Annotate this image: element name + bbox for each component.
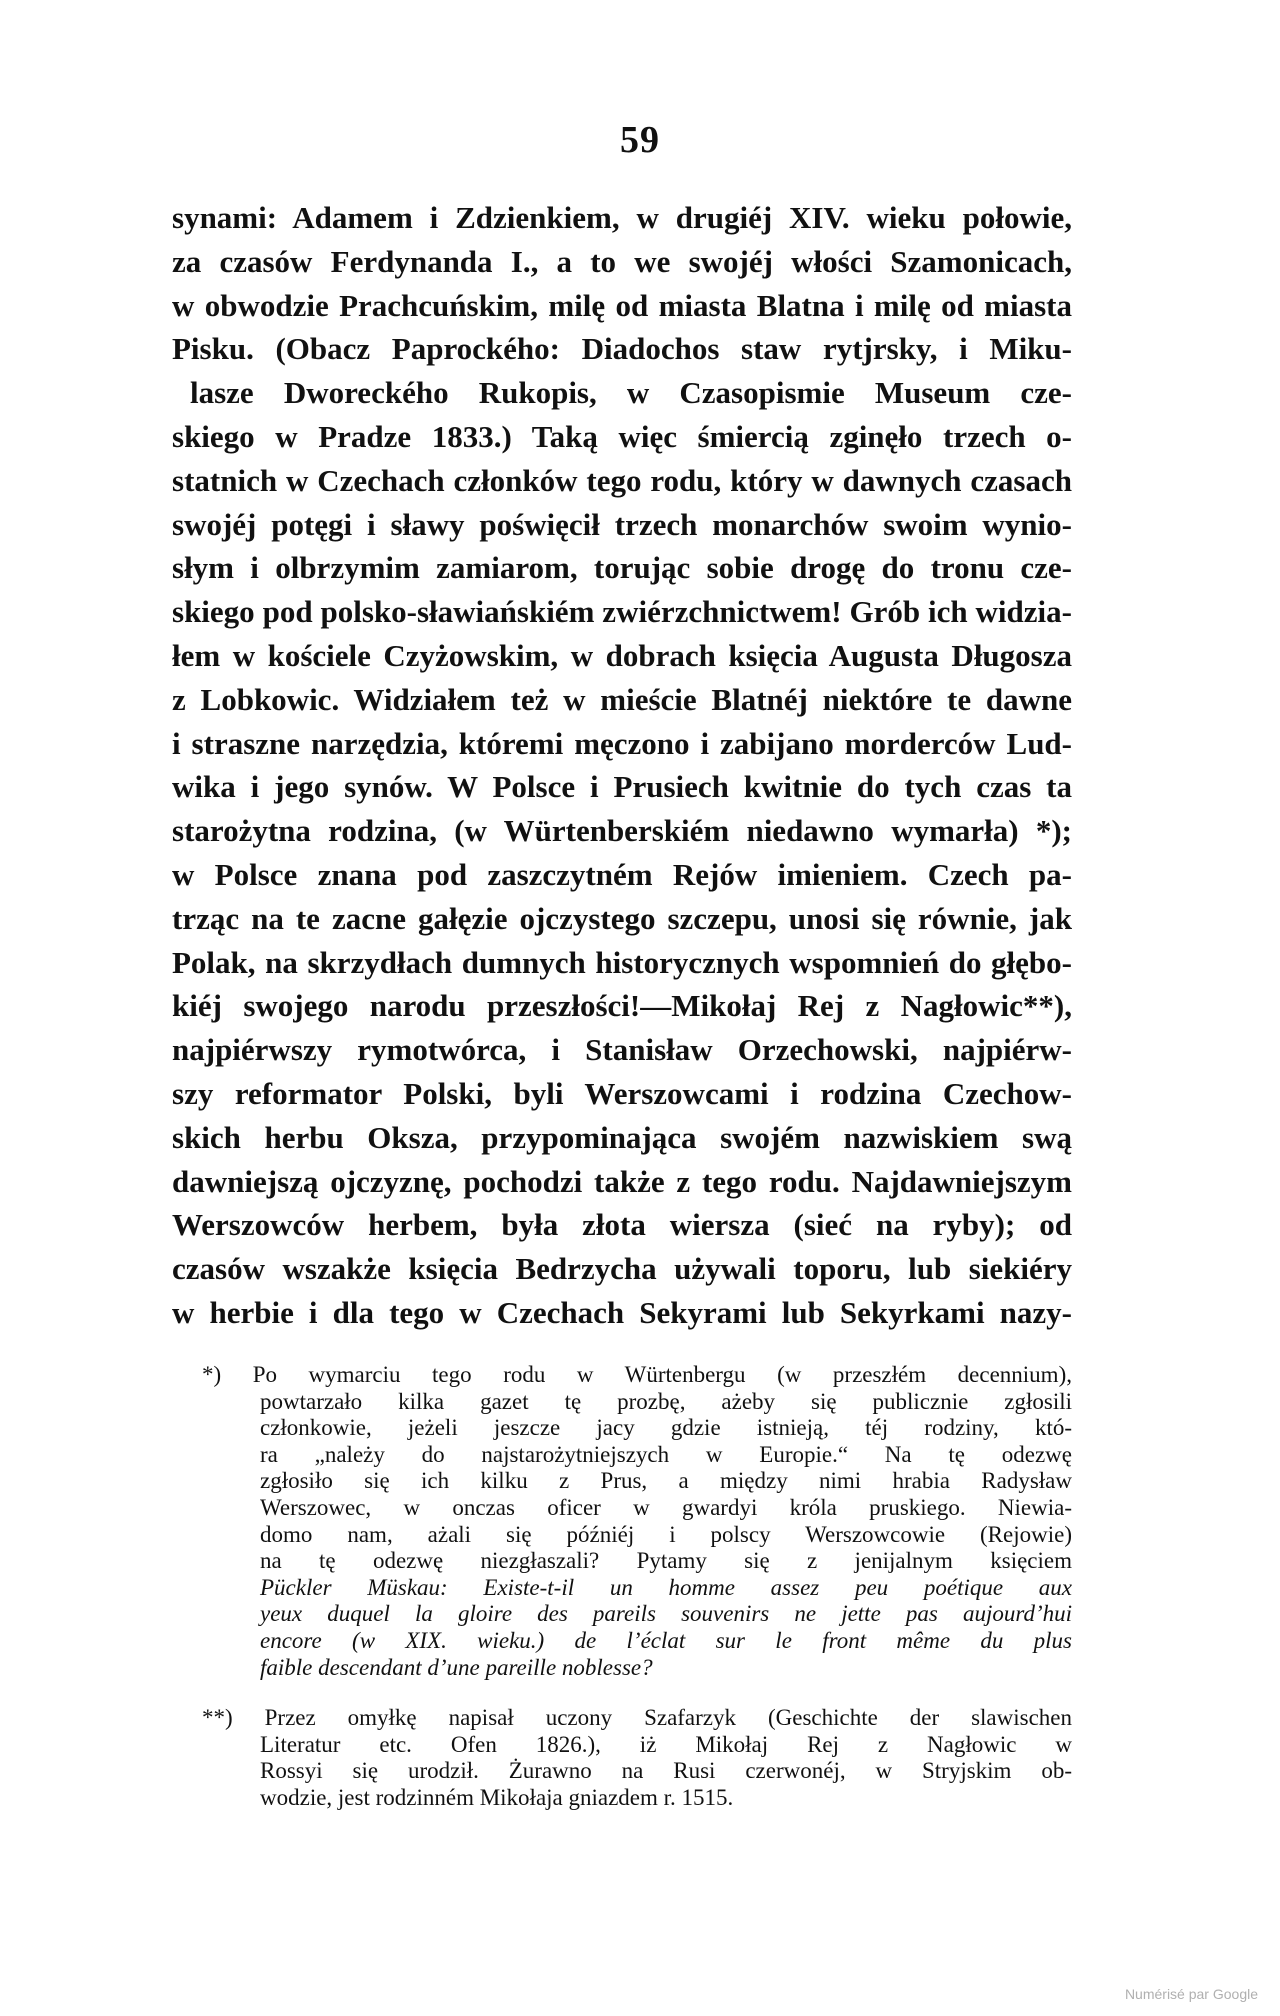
text-line: słym i olbrzymim zamiarom, torując sobie drogę do tronu cze- [172, 550, 1072, 586]
footnote-line: Literatur etc. Ofen 1826.), iż Mikołaj Rej z Nagłowic w [260, 1731, 1072, 1757]
footnote-line: na tę odezwę niezgłaszali? Pytamy się z jenijalnym księciem [260, 1548, 1072, 1574]
footnote-line: wodzie, jest rodzinném Mikołaja gniazdem r. 1515. [260, 1784, 734, 1810]
text-line: skiego pod polsko-sławiańskiém zwiérzchnictwem! Grób ich widzia- [172, 594, 1072, 630]
footnote-line: Werszowec, w onczas oficer w gwardyi króla pruskiego. Niewia- [260, 1494, 1072, 1520]
text-line: z Lobkowic. Widziałem też w mieście Blatnéj niektóre te dawne [172, 681, 1072, 717]
footnote-line: **) Przez omyłkę napisał uczony Szafarzyk (Geschichte der slawischen [202, 1705, 1072, 1731]
footnote-line: faible descendant d’une pareille noblesse? [260, 1654, 653, 1680]
text-line: Werszowców herbem, była złota wiersza (sieć na ryby); od [172, 1207, 1072, 1243]
text-line: Polak, na skrzydłach dumnych historycznych wspomnień do głębo- [172, 944, 1072, 980]
footnote-line: Pückler Müskau: Existe-t-il un homme assez peu poétique aux [260, 1574, 1072, 1600]
text-line: szy reformator Polski, byli Werszowcami i rodzina Czechow- [172, 1075, 1072, 1111]
text-line: w obwodzie Prachcuńskim, milę od miasta Blatna i milę od miasta [172, 287, 1072, 323]
text-line: w Polsce znana pod zaszczytném Rejów imieniem. Czech pa- [172, 856, 1072, 892]
footnote-line: yeux duquel la gloire des pareils souvenirs ne jette pas aujourd’hui [260, 1601, 1072, 1627]
text-line: synami: Adamem i Zdzienkiem, w drugiéj XIV. wieku połowie, [172, 200, 1072, 235]
footnote-line: zgłosiło się ich kilku z Prus, a między nimi hrabia Radysław [260, 1468, 1072, 1494]
footnote-line: encore (w XIX. wieku.) de l’éclat sur le front même du plus [260, 1627, 1072, 1653]
text-line: najpiérwszy rymotwórca, i Stanisław Orzechowski, najpiérw- [172, 1032, 1072, 1068]
text-line: za czasów Ferdynanda I., a to we swojéj włości Szamonicach, [172, 243, 1072, 279]
footnote-line: członkowie, jeżeli jeszcze jacy gdzie istnieją, téj rodziny, któ- [260, 1415, 1072, 1441]
google-watermark: Numérisé par Google [1124, 1986, 1258, 2002]
text-line: dawniejszą ojczyznę, pochodzi także z tego rodu. Najdawniejszym [172, 1163, 1072, 1199]
footnotes-block [182, 1362, 1072, 1812]
footnote-line: powtarzało kilka gazet tę prozbę, ażeby się publicznie zgłosili [260, 1388, 1072, 1414]
text-line: kiéj swojego narodu przeszłości!—Mikołaj Rej z Nagłowic**), [172, 988, 1072, 1024]
text-line: statnich w Czechach członków tego rodu, który w dawnych czasach [172, 462, 1072, 498]
text-line: Pisku. (Obacz Paprockého: Diadochos staw rytjrsky, i Miku- [172, 331, 1072, 367]
text-line: wika i jego synów. W Polsce i Prusiech kwitnie do tych czas ta [172, 769, 1072, 805]
text-line: i straszne narzędzia, któremi męczono i zabijano morderców Lud- [172, 725, 1072, 761]
text-line: skich herbu Oksza, przypominająca swojém nazwiskiem swą [172, 1119, 1072, 1155]
text-line: czasów wszakże księcia Bedrzycha używali toporu, lub siekiéry [172, 1251, 1072, 1287]
footnote-line: ra „należy do najstarożytniejszych w Europie.“ Na tę odezwę [260, 1441, 1072, 1467]
footnote-line: domo nam, ażali się późniéj i polscy Werszowcowie (Rejowie) [260, 1521, 1072, 1547]
text-line: skiego w Pradze 1833.) Taką więc śmiercią zginęło trzech o- [172, 418, 1072, 454]
footnote-line: Rossyi się urodził. Żurawno na Rusi czerwonéj, w Stryjskim ob- [260, 1758, 1072, 1784]
text-line: starożytna rodzina, (w Würtenberskiém niedawno wymarła) *); [172, 813, 1072, 849]
text-line: swojéj potęgi i sławy poświęcił trzech monarchów swoim wynio- [172, 506, 1072, 542]
page-number: 59 [620, 119, 660, 161]
text-line: trząc na te zacne gałęzie ojczystego szczepu, unosi się równie, jak [172, 900, 1072, 936]
text-line: łem w kościele Czyżowskim, w dobrach księcia Augusta Długosza [172, 637, 1072, 673]
text-line: w herbie i dla tego w Czechach Sekyrami lub Sekyrkami nazy- [172, 1294, 1072, 1330]
main-text-block [172, 196, 1072, 1335]
footnote-line: *) Po wymarciu tego rodu w Würtenbergu (w przeszłém decennium), [202, 1362, 1072, 1387]
text-line: lasze Dworeckého Rukopis, w Czasopismie Museum cze- [190, 375, 1072, 411]
